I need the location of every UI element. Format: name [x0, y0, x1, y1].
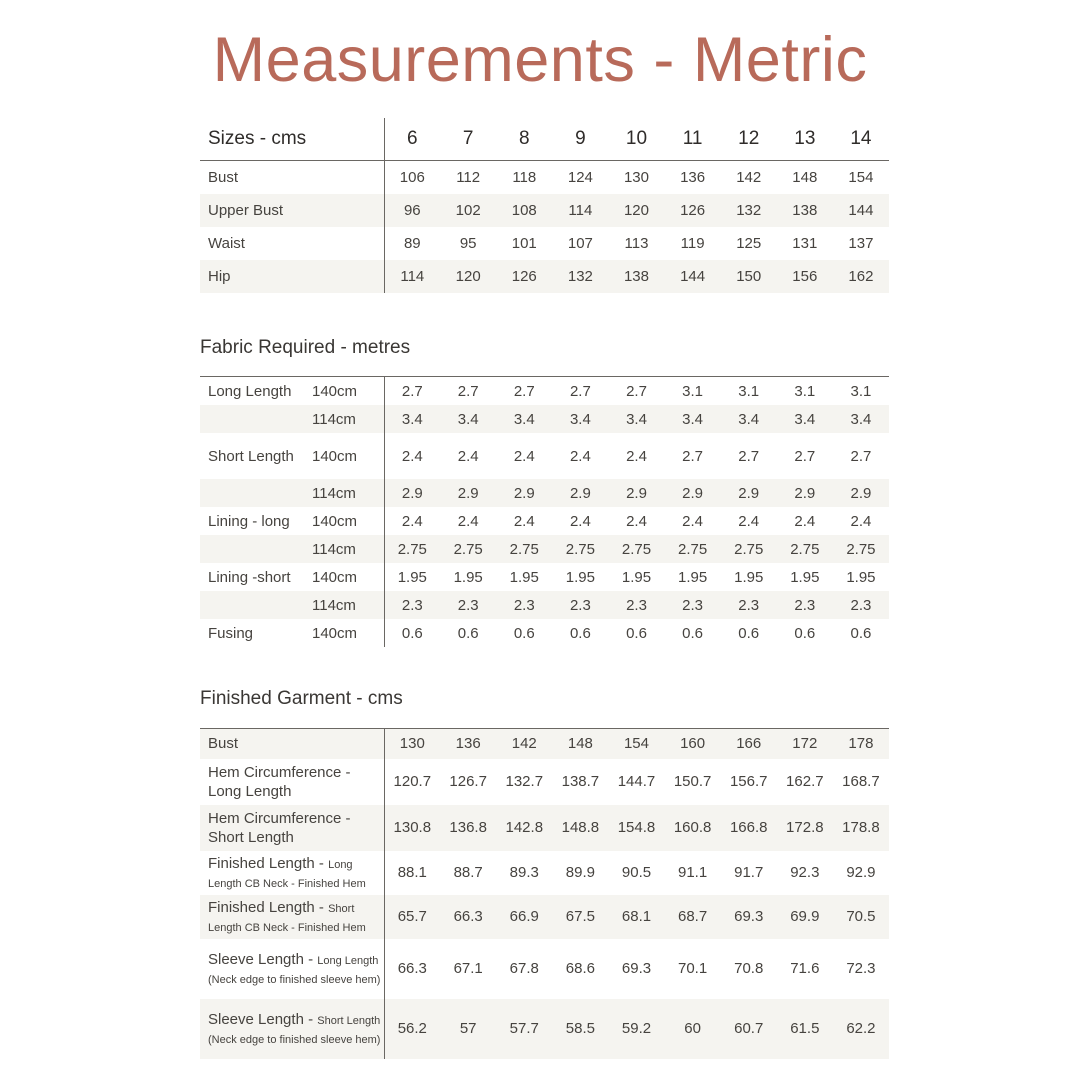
cell: 3.4 [384, 405, 440, 433]
cell: 2.7 [513, 382, 535, 400]
row-label-text: Finished Length - [208, 898, 329, 916]
row-label [200, 479, 306, 507]
row-label-text: Bust [208, 735, 239, 753]
cell: 144 [665, 260, 721, 293]
cell: 118 [512, 169, 537, 186]
cell: 0.6 [794, 624, 816, 642]
cell: 89.9 [565, 864, 595, 881]
fabric-width: 114cm [306, 479, 384, 507]
size-header-row [200, 118, 889, 161]
table-row [200, 999, 889, 1059]
cell: 2.3 [665, 591, 721, 619]
cell: 91.7 [734, 864, 764, 881]
cell: 112 [456, 169, 481, 186]
cell: 0.6 [401, 624, 423, 642]
table-row [200, 405, 889, 433]
size-header: 8 [496, 118, 552, 161]
cell: 2.4 [457, 512, 479, 530]
row-label: Fusing [208, 624, 254, 642]
cell: 114 [384, 260, 440, 293]
cell: 2.7 [401, 382, 423, 400]
cell: 68.1 [608, 895, 664, 939]
cell: 2.75 [440, 535, 496, 563]
page-title: Measurements - Metric [212, 25, 868, 95]
cell: 66.3 [440, 895, 496, 939]
cell: 91.1 [678, 864, 708, 881]
row-label [200, 591, 306, 619]
cell: 2.75 [777, 535, 833, 563]
cell: 162 [833, 260, 889, 293]
cell: 66.9 [496, 895, 552, 939]
cell: 2.4 [457, 447, 479, 465]
row-label [200, 759, 384, 805]
cell: 2.3 [608, 591, 664, 619]
finished-section-title: Finished Garment - cms [200, 688, 403, 709]
cell: 2.4 [682, 512, 704, 530]
cell: 59.2 [608, 999, 664, 1059]
cell: 2.4 [850, 512, 872, 530]
cell: 2.4 [401, 512, 423, 530]
fabric-width: 140cm [306, 619, 384, 647]
cell: 2.7 [569, 382, 591, 400]
cell: 3.4 [721, 405, 777, 433]
size-header: 7 [440, 118, 496, 161]
table-row [200, 895, 889, 939]
cell: 0.6 [457, 624, 479, 642]
size-header: 9 [552, 118, 608, 161]
table-row [200, 619, 889, 647]
cell: 137 [848, 235, 874, 252]
cell: 92.9 [846, 864, 876, 881]
table-row [200, 535, 889, 563]
cell: 3.4 [552, 405, 608, 433]
cell: 2.75 [721, 535, 777, 563]
cell: 154 [848, 169, 874, 186]
cell: 106 [399, 169, 425, 186]
cell: 69.3 [621, 960, 652, 977]
cell: 2.3 [384, 591, 440, 619]
cell: 2.4 [738, 512, 760, 530]
cell: 101 [511, 235, 537, 252]
cell: 168.7 [842, 773, 880, 790]
cell: 107 [567, 235, 593, 252]
sizes-header-label: Sizes - cms [200, 118, 384, 161]
cell: 3.1 [738, 382, 760, 400]
cell: 178.8 [833, 805, 889, 851]
cell: 2.9 [552, 479, 608, 507]
cell: 2.3 [777, 591, 833, 619]
row-label: Lining - long [208, 512, 290, 530]
cell: 95 [459, 235, 477, 252]
fabric-width: 114cm [306, 405, 384, 433]
cell: 0.6 [569, 624, 591, 642]
cell: 96 [384, 194, 440, 227]
cell: 172.8 [777, 805, 833, 851]
cell: 0.6 [682, 624, 704, 642]
table-row [200, 377, 889, 406]
cell: 2.4 [626, 447, 647, 465]
cell: 2.9 [440, 479, 496, 507]
cell: 113 [624, 235, 649, 252]
cell: 3.4 [496, 405, 552, 433]
cell: 126 [496, 260, 552, 293]
cell: 154 [608, 729, 664, 759]
cell: 1.95 [846, 568, 876, 586]
fabric-width: 140cm [306, 507, 384, 535]
cell: 2.9 [777, 479, 833, 507]
cell: 162.7 [786, 773, 824, 790]
row-label: Short Length [208, 447, 294, 465]
row-label [200, 805, 384, 851]
cell: 0.6 [850, 624, 872, 642]
fabric-width: 140cm [306, 377, 384, 406]
table-row [200, 194, 889, 227]
table-row [200, 729, 889, 759]
cell: 132 [721, 194, 777, 227]
cell: 57 [440, 999, 496, 1059]
size-header: 13 [777, 118, 833, 161]
cell: 2.7 [626, 382, 647, 400]
table-row [200, 563, 889, 591]
cell: 0.6 [513, 624, 535, 642]
cell: 62.2 [833, 999, 889, 1059]
cell: 130 [623, 169, 649, 186]
cell: 2.3 [440, 591, 496, 619]
cell: 1.95 [509, 568, 539, 586]
cell: 120 [440, 260, 496, 293]
cell: 2.7 [457, 382, 479, 400]
cell: 132.7 [505, 773, 544, 790]
cell: 150 [721, 260, 777, 293]
cell: 1.95 [453, 568, 483, 586]
cell: 2.75 [496, 535, 552, 563]
row-label-note: Long Length (Neck edge to finished sleeve hem) [208, 954, 381, 986]
fabric-width: 114cm [306, 535, 384, 563]
table-row [200, 939, 889, 999]
cell: 1.95 [565, 568, 595, 586]
cell: 136 [440, 729, 496, 759]
cell: 138.7 [561, 773, 600, 790]
row-label: Waist [200, 227, 384, 260]
cell: 2.7 [850, 447, 872, 465]
cell: 71.6 [790, 960, 820, 977]
cell: 130 [384, 729, 440, 759]
fabric-section-title: Fabric Required - metres [200, 337, 411, 358]
fabric-width: 114cm [306, 591, 384, 619]
cell: 2.75 [833, 535, 889, 563]
cell: 90.5 [621, 864, 652, 881]
cell: 126.7 [449, 773, 487, 790]
cell: 67.1 [453, 960, 483, 977]
cell: 136.8 [440, 805, 496, 851]
row-label: Long Length [208, 382, 292, 400]
table-row [200, 161, 889, 195]
cell: 142.8 [496, 805, 552, 851]
cell: 0.6 [738, 624, 760, 642]
cell: 57.7 [496, 999, 552, 1059]
cell: 2.7 [682, 447, 704, 465]
row-label [200, 895, 384, 939]
row-label [200, 535, 306, 563]
cell: 2.9 [665, 479, 721, 507]
cell: 2.75 [665, 535, 721, 563]
row-label-text: Sleeve Length - [208, 1010, 318, 1028]
cell: 156.7 [729, 773, 768, 790]
size-header: 14 [833, 118, 889, 161]
body-measurements-table [200, 118, 889, 293]
cell: 114 [552, 194, 608, 227]
cell: 2.9 [721, 479, 777, 507]
cell: 136 [680, 169, 706, 186]
cell: 124 [567, 169, 593, 186]
cell: 119 [680, 235, 705, 252]
row-label: Upper Bust [200, 194, 384, 227]
row-label [200, 999, 384, 1059]
cell: 2.3 [552, 591, 608, 619]
cell: 178 [833, 729, 889, 759]
cell: 2.3 [721, 591, 777, 619]
cell: 132 [552, 260, 608, 293]
row-label-text: Finished Length - [208, 854, 329, 872]
row-label: Bust [200, 161, 384, 195]
table-row [200, 479, 889, 507]
cell: 2.75 [384, 535, 440, 563]
cell: 154.8 [608, 805, 664, 851]
cell: 67.5 [552, 895, 608, 939]
row-label: Lining -short [208, 568, 291, 586]
cell: 66.3 [397, 960, 427, 977]
row-label [200, 729, 384, 759]
cell: 3.4 [833, 405, 889, 433]
size-header: 11 [665, 118, 721, 161]
cell: 67.8 [509, 960, 539, 977]
cell: 70.1 [678, 960, 708, 977]
table-row [200, 507, 889, 535]
cell: 2.7 [794, 447, 816, 465]
cell: 156 [777, 260, 833, 293]
cell: 2.3 [496, 591, 552, 619]
cell: 68.6 [565, 960, 595, 977]
cell: 2.7 [738, 447, 760, 465]
cell: 2.9 [608, 479, 664, 507]
cell: 120 [608, 194, 664, 227]
table-row [200, 805, 889, 851]
cell: 68.7 [665, 895, 721, 939]
row-label [200, 405, 306, 433]
cell: 3.4 [665, 405, 721, 433]
size-header: 10 [608, 118, 664, 161]
table-row [200, 759, 889, 805]
fabric-width: 140cm [306, 563, 384, 591]
row-label-note: Short Length (Neck edge to finished sleeve hem) [208, 1014, 381, 1046]
cell: 3.4 [440, 405, 496, 433]
cell: 172 [777, 729, 833, 759]
cell: 1.95 [621, 568, 652, 586]
cell: 89 [403, 235, 421, 252]
cell: 142 [496, 729, 552, 759]
cell: 2.4 [401, 447, 423, 465]
cell: 126 [665, 194, 721, 227]
cell: 70.5 [833, 895, 889, 939]
cell: 120.7 [393, 773, 432, 790]
row-label-text: Hem Circumference - Long Length [208, 763, 351, 800]
table-row [200, 227, 889, 260]
cell: 148 [792, 169, 818, 186]
cell: 108 [496, 194, 552, 227]
cell: 72.3 [846, 960, 876, 977]
cell: 2.4 [794, 512, 816, 530]
table-row [200, 260, 889, 293]
cell: 1.95 [678, 568, 708, 586]
cell: 102 [440, 194, 496, 227]
cell: 125 [736, 235, 762, 252]
cell: 56.2 [384, 999, 440, 1059]
cell: 166.8 [721, 805, 777, 851]
cell: 131 [792, 235, 818, 252]
cell: 1.95 [790, 568, 820, 586]
cell: 58.5 [552, 999, 608, 1059]
cell: 144 [833, 194, 889, 227]
table-row [200, 591, 889, 619]
table-row [200, 851, 889, 895]
fabric-table [200, 376, 889, 647]
cell: 2.4 [569, 447, 591, 465]
cell: 2.9 [384, 479, 440, 507]
cell: 2.75 [552, 535, 608, 563]
cell: 2.9 [833, 479, 889, 507]
row-label-note: Long Length CB Neck - Finished Hem [208, 858, 366, 890]
cell: 138 [777, 194, 833, 227]
cell: 65.7 [384, 895, 440, 939]
size-header: 6 [384, 118, 440, 161]
cell: 1.95 [734, 568, 764, 586]
cell: 70.8 [734, 960, 764, 977]
cell: 2.9 [496, 479, 552, 507]
cell: 88.7 [453, 864, 483, 881]
cell: 2.75 [608, 535, 664, 563]
cell: 61.5 [777, 999, 833, 1059]
finished-garment-table [200, 728, 889, 1059]
cell: 160 [665, 729, 721, 759]
row-label [200, 851, 384, 895]
cell: 150.7 [673, 773, 712, 790]
cell: 2.4 [513, 512, 535, 530]
cell: 3.1 [850, 382, 872, 400]
cell: 92.3 [790, 864, 820, 881]
cell: 2.4 [513, 447, 535, 465]
cell: 2.3 [833, 591, 889, 619]
row-label [200, 939, 384, 999]
row-label-text: Sleeve Length - [208, 950, 318, 968]
cell: 89.3 [509, 864, 539, 881]
cell: 60.7 [721, 999, 777, 1059]
cell: 2.4 [569, 512, 591, 530]
row-label-note: Short Length CB Neck - Finished Hem [208, 902, 366, 934]
cell: 3.4 [608, 405, 664, 433]
cell: 3.1 [682, 382, 704, 400]
fabric-width: 140cm [306, 433, 384, 479]
cell: 148.8 [552, 805, 608, 851]
cell: 0.6 [626, 624, 647, 642]
cell: 69.3 [721, 895, 777, 939]
row-label: Hip [200, 260, 384, 293]
cell: 3.1 [794, 382, 816, 400]
cell: 60 [665, 999, 721, 1059]
cell: 1.95 [397, 568, 427, 586]
cell: 166 [721, 729, 777, 759]
cell: 148 [552, 729, 608, 759]
cell: 69.9 [777, 895, 833, 939]
cell: 144.7 [617, 773, 656, 790]
table-row [200, 433, 889, 479]
cell: 160.8 [665, 805, 721, 851]
size-header: 12 [721, 118, 777, 161]
cell: 130.8 [384, 805, 440, 851]
cell: 142 [736, 169, 762, 186]
cell: 3.4 [777, 405, 833, 433]
cell: 138 [608, 260, 664, 293]
cell: 2.4 [626, 512, 647, 530]
row-label-text: Hem Circumference - Short Length [208, 809, 351, 846]
cell: 88.1 [397, 864, 427, 881]
